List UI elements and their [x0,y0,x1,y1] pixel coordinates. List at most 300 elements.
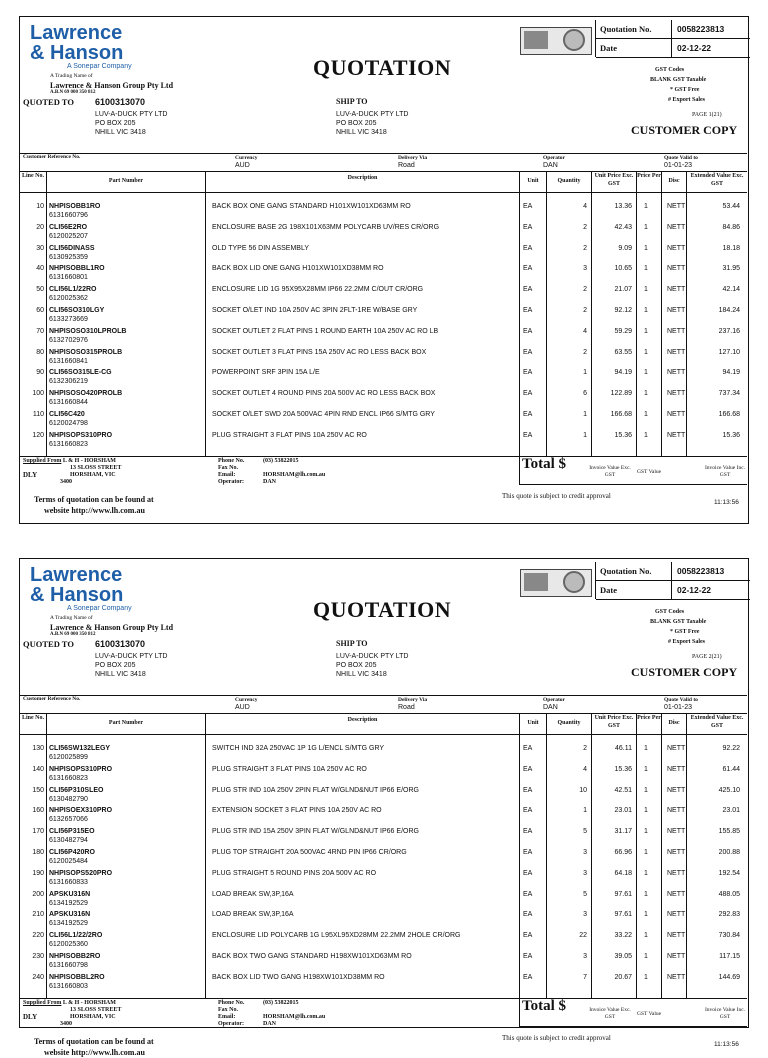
line-no: 50 [36,286,44,294]
price-per: 1 [644,390,648,398]
col-unit: Unit [527,720,539,726]
quantity: 5 [583,890,587,898]
line-item-row [20,369,747,390]
unit-price: 46.11 [615,745,632,752]
quantity: 7 [583,973,587,981]
description: BACK BOX TWO GANG STANDARD H198XW101XD63MM RO [212,953,412,960]
abn: A.B.N 69 000 350 812 [50,632,96,637]
quantity: 3 [583,869,587,877]
product-code: 6131660823 [49,774,88,782]
price-per: 1 [644,932,648,940]
customer-copy-label: CUSTOMER COPY [631,665,738,679]
gst-codes [650,65,706,105]
trading-name-label: A Trading Name of [50,615,93,621]
unit-price: 10.65 [614,265,632,273]
discount: NETT [667,265,686,273]
supplied-from: Supplied From L & H - HORSHAM [23,1000,116,1006]
description: SWITCH IND 32A 250VAC 1P 1G L/ENCL S/MTG GRY [212,745,385,752]
line-item-row [20,245,747,266]
col-unit: Unit [527,178,539,184]
quantity: 1 [583,369,587,377]
part-number: CLI56P315EO [49,828,95,836]
address-line: LUV-A-DUCK PTY LTD [336,111,409,118]
part-number: CLI56C420 [49,411,85,418]
quantity: 4 [583,327,587,335]
page-number: PAGE 1(21) [692,112,722,118]
line-no: 90 [36,369,44,377]
line-no: 190 [32,869,44,877]
line-no: 170 [32,828,44,836]
quotation-page-2 [19,558,749,1057]
unit: EA [523,973,533,981]
discount: NETT [667,869,686,877]
quantity: 2 [583,244,587,252]
discount: NETT [667,327,686,335]
product-code: 6133273669 [49,316,88,323]
col-extended-value: Extended Value Exc. GST [690,715,744,729]
col-description: Description [347,175,378,181]
unit: EA [523,411,533,418]
line-no: 210 [32,911,44,919]
unit: EA [523,745,533,752]
part-number: CLI56P310SLEO [49,786,104,794]
unit: EA [523,765,533,773]
discount: NETT [667,890,686,898]
address-line: PO BOX 205 [95,662,136,669]
price-per: 1 [644,765,648,773]
unit: EA [523,223,533,231]
terms-link[interactable]: website http://www.lh.com.au [44,506,145,515]
description: PLUG STRAIGHT 5 ROUND PINS 20A 500V AC RO [212,869,377,877]
part-number: NHPISOPS310PRO [49,431,113,439]
part-number: NHPISOSO310LPROLB [49,327,127,335]
product-code: 6134192529 [49,899,88,907]
extended-value: 23.01 [722,807,740,815]
quantity: 4 [583,203,587,210]
description: EXTENSION SOCKET 3 FLAT PINS 10A 250V AC RO [212,807,382,815]
address-line: LUV-A-DUCK PTY LTD [336,653,409,660]
description: SOCKET OUTLET 4 ROUND PINS 20A 500V AC RO LESS BACK BOX [212,390,436,398]
contact-labels: Phone No. Fax No. Email: Operator: [218,1000,245,1027]
line-item-row [20,390,747,411]
quotation-no-label: Quotation No. [600,24,652,34]
product-code: 6132306219 [49,378,88,386]
price-per: 1 [644,973,648,981]
description: PLUG TOP STRAIGHT 20A 500VAC 4RND PIN IP66 CR/ORG [212,849,407,856]
discount: NETT [667,369,686,377]
line-item-row [20,745,747,766]
line-item-row [20,807,747,828]
document-title: QUOTATION [313,597,452,622]
gst-code-blank: BLANK GST Taxable [650,619,707,625]
unit-price: 13.36 [614,203,632,210]
quantity: 3 [583,849,587,856]
print-time: 11:13:56 [714,499,739,506]
unit: EA [523,849,533,856]
description: SOCKET OUTLET 2 FLAT PINS 1 ROUND EARTH 10A 250V AC RO LB [212,327,439,335]
price-per: 1 [644,307,648,314]
address-line: PO BOX 205 [336,120,377,127]
unit: EA [523,348,533,356]
product-code: 6130482794 [49,837,88,845]
price-per: 1 [644,869,648,877]
description: BACK BOX LID ONE GANG H101XW101XD38MM RO [212,265,384,273]
line-no: 80 [36,348,44,356]
gst-code-free: * GST Free [670,629,700,635]
product-code: 6120025360 [49,941,88,949]
product-code: 6130482790 [49,795,88,803]
unit-price: 42.43 [614,223,632,231]
description: BACK BOX ONE GANG STANDARD H101XW101XD63MM RO [212,203,411,210]
extended-value: 425.10 [718,786,740,794]
unit-price: 33.22 [614,932,632,940]
supplier-postcode: 3400 [60,479,72,485]
part-number: CLI56L1/22RO [49,286,97,294]
quantity: 4 [583,765,587,773]
discount: NETT [667,203,686,210]
part-number: NHPISOSO420PROLB [49,390,123,398]
address-line: LUV-A-DUCK PTY LTD [95,111,168,118]
price-per: 1 [644,369,648,377]
description: PLUG STR IND 15A 250V 3PIN FLAT W/GLND&NUT IP66 E/ORG [212,828,419,836]
product-code: 6131660796 [49,212,88,219]
line-no: 230 [32,953,44,960]
extended-value: 184.24 [718,307,740,314]
price-per: 1 [644,807,648,815]
unit: EA [523,890,533,898]
ship-to-address [336,110,408,137]
part-number: APSKU316N [49,890,91,898]
line-no: 130 [32,745,44,752]
unit: EA [523,307,533,314]
price-per: 1 [644,223,648,231]
price-per: 1 [644,244,648,252]
unit-price: 39.05 [614,953,632,960]
address-line: PO BOX 205 [95,120,136,127]
line-no: 60 [36,307,44,314]
unit: EA [523,327,533,335]
date: 02-12-22 [677,43,712,53]
abn: A.B.N 69 000 350 812 [50,90,96,95]
quoted-to-label: QUOTED TO [23,639,74,649]
dly: DLY [23,1013,38,1021]
line-item-row [20,974,747,995]
supplier-city: HORSHAM, VIC [70,472,116,478]
price-per: 1 [644,911,648,919]
quoted-to-address [95,110,167,137]
extended-value: 155.85 [718,828,740,836]
contact-labels: Phone No. Fax No. Email: Operator: [218,458,245,485]
unit: EA [523,932,533,940]
part-number: NHPISOBB1RO [49,203,101,210]
customer-ref-label: Customer Reference No. [23,154,81,160]
logo-subtitle: A Sonepar Company [67,605,132,612]
price-per: 1 [644,348,648,356]
product-code: 6120025362 [49,295,88,303]
price-per: 1 [644,745,648,752]
line-item-row [20,203,747,224]
part-number: NHPISOBB2RO [49,953,101,960]
discount: NETT [667,411,686,418]
unit: EA [523,828,533,836]
col-description: Description [347,717,378,723]
gst-codes [650,607,706,647]
part-number: APSKU316N [49,911,91,919]
extended-value: 15.36 [722,431,740,439]
part-number: CLI56E2RO [49,223,88,231]
quantity: 1 [583,807,587,815]
line-item-row [20,432,747,453]
product-code: 6120025484 [49,858,88,865]
product-code: 6131660798 [49,962,88,969]
address-line: LUV-A-DUCK PTY LTD [95,653,168,660]
price-per: 1 [644,327,648,335]
col-unit-price: Unit Price Exc. GST [594,173,634,187]
delivery: Delivery Via Road [398,697,428,711]
print-time: 11:13:56 [714,1041,739,1048]
extended-value: 61.44 [722,765,740,773]
line-no: 110 [32,411,44,418]
product-code: 6120025207 [49,232,88,240]
supplier-postcode: 3400 [60,1021,72,1027]
address-line: NHILL VIC 3418 [95,671,146,678]
col-extended-value: Extended Value Exc. GST [690,173,744,187]
date: 02-12-22 [677,585,712,595]
line-no: 140 [32,765,44,773]
part-number: CLI56SO315LE-CG [49,369,112,377]
extended-value: 488.05 [718,890,740,898]
total-label: Total $ [522,998,567,1014]
discount: NETT [667,953,686,960]
part-number: CLI56SW132LEGY [49,745,111,752]
description: SOCKET O/LET SWD 20A 500VAC 4PIN RND ENCL IP66 S/MTG GRY [212,411,435,418]
invoice-exc-gst: Invoice Value Exc. GST [589,1007,631,1020]
description: POWERPOINT SRF 3PIN 15A L/E [212,369,320,377]
price-per: 1 [644,203,648,210]
invoice-inc-gst: Invoice Value Inc. GST [704,465,746,478]
unit-price: 20.67 [614,973,632,981]
col-part: Part Number [108,178,144,184]
extended-value: 53.44 [722,203,740,210]
extended-value: 92.22 [722,745,740,752]
trading-name-label: A Trading Name of [50,73,93,79]
address-line: NHILL VIC 3418 [95,129,146,136]
part-number: NHPISOBBL1RO [49,265,105,273]
price-per: 1 [644,431,648,439]
quoted-to-address [95,652,167,679]
terms-link[interactable]: website http://www.lh.com.au [44,1048,145,1057]
unit-price: 21.07 [614,286,632,294]
quote-valid: Quote Valid to 01-01-23 [664,155,698,169]
price-per: 1 [644,286,648,294]
description: BACK BOX LID TWO GANG H198XW101XD38MM RO [212,973,385,981]
extended-value: 200.88 [718,849,740,856]
part-number: NHPISOPS520PRO [49,869,113,877]
quotation-no: 0058223813 [677,24,725,34]
discount: NETT [667,348,686,356]
description: ENCLOSURE BASE 2G 198X101X63MM POLYCARB UV/RES CR/ORG [212,223,440,231]
line-no: 220 [32,932,44,940]
line-item-row [20,911,747,932]
company-name: Lawrence & Hanson Group Pty Ltd [50,81,174,90]
product-code: 6131660841 [49,357,88,365]
line-item-row [20,849,747,870]
quantity: 1 [583,431,587,439]
terms: Terms of quotation can be found at website http://www.lh.com.au [34,495,154,515]
col-line: Line No. [21,173,44,179]
customer-copy-label: CUSTOMER COPY [631,123,738,137]
extended-value: 144.69 [718,973,740,981]
unit: EA [523,911,533,919]
discount: NETT [667,745,686,752]
date-label: Date [600,43,617,53]
col-unit-price: Unit Price Exc. GST [594,715,634,729]
part-number: NHPISOBBL2RO [49,973,105,981]
date-label: Date [600,585,617,595]
discount: NETT [667,932,686,940]
unit: EA [523,265,533,273]
discount: NETT [667,807,686,815]
extended-value: 192.54 [718,869,740,877]
logo-lawrence: Lawrence [30,564,123,586]
unit-price: 64.18 [614,869,632,877]
line-item-row [20,349,747,370]
unit: EA [523,807,533,815]
line-no: 10 [36,203,44,210]
quoted-to-label: QUOTED TO [23,97,74,107]
customer-ref-label: Customer Reference No. [23,696,81,702]
part-number: NHPISOSO315PROLB [49,348,123,356]
gst-code-export: # Export Sales [668,639,706,645]
line-item-row [20,787,747,808]
extended-value: 117.15 [719,953,740,960]
extended-value: 127.10 [718,348,740,356]
company-name: Lawrence & Hanson Group Pty Ltd [50,623,174,632]
unit: EA [523,431,533,439]
customer-code: 6100313070 [95,639,146,649]
ship-to-address [336,652,408,679]
logo-hanson: & Hanson [30,42,124,64]
gst-code-free: * GST Free [670,87,700,93]
line-item-row [20,870,747,891]
col-disc: Disc [668,720,680,726]
document-title: QUOTATION [313,55,452,80]
line-item-row [20,286,747,307]
ship-to-label: SHIP TO [336,639,368,648]
logo-hanson: & Hanson [30,584,124,606]
unit-price: 97.61 [614,890,632,898]
product-code: 6134192529 [49,920,88,928]
logo-lawrence: Lawrence [30,22,123,44]
product-code: 6131660844 [49,399,88,407]
discount: NETT [667,431,686,439]
description: PLUG STR IND 10A 250V 2PIN FLAT W/GLND&NUT IP66 E/ORG [212,786,419,794]
unit-price: 166.68 [610,411,632,418]
part-number: CLI56L1/22/2RO [49,932,103,940]
line-item-row [20,828,747,849]
delivery: Delivery Via Road [398,155,428,169]
terms: Terms of quotation can be found at website http://www.lh.com.au [34,1037,154,1057]
line-item-row [20,307,747,328]
customer-code: 6100313070 [95,97,146,107]
unit-price: 97.61 [614,911,632,919]
unit-price: 23.01 [614,807,632,815]
product-code: 6132702976 [49,336,88,344]
extended-value: 84.86 [722,223,740,231]
quantity: 2 [583,307,587,314]
certification-badge-icon [520,569,592,597]
contact-values: (03) 53822015 HORSHAM@lh.com.au DAN [263,1000,326,1027]
address-line: NHILL VIC 3418 [336,671,387,678]
price-per: 1 [644,828,648,836]
discount: NETT [667,911,686,919]
description: ENCLOSURE LID 1G 95X95X28MM IP66 22.2MM C/OUT CR/ORG [212,286,424,294]
quantity: 2 [583,286,587,294]
description: OLD TYPE 56 DIN ASSEMBLY [212,244,310,252]
unit-price: 94.19 [614,369,632,377]
unit-price: 92.12 [614,307,632,314]
part-number: NHPISOPS310PRO [49,765,113,773]
quotation-info-box [595,562,750,599]
product-code: 6131660803 [49,982,88,990]
discount: NETT [667,849,686,856]
line-item-row [20,953,747,974]
operator: Operator DAN [543,697,565,711]
description: LOAD BREAK SW,3P,16A [212,890,294,898]
address-line: NHILL VIC 3418 [336,129,387,136]
unit: EA [523,286,533,294]
line-no: 20 [36,223,44,231]
address-line: PO BOX 205 [336,662,377,669]
unit: EA [523,869,533,877]
extended-value: 166.68 [718,411,740,418]
unit-price: 42.51 [614,786,632,794]
description: LOAD BREAK SW,3P,16A [212,911,294,919]
gst-value: GST Value [637,469,662,475]
extended-value: 292.83 [718,911,740,919]
supplier-street: 13 SLOSS STREET [70,1007,122,1013]
col-quantity: Quantity [557,178,581,184]
unit-price: 59.29 [614,327,632,335]
part-number: CLI56P420RO [49,849,95,856]
extended-value: 18.18 [722,244,740,252]
product-code: 6130925359 [49,253,88,261]
contact-values: (03) 53822015 HORSHAM@lh.com.au DAN [263,458,326,485]
line-item-row [20,411,747,432]
price-per: 1 [644,786,648,794]
line-item-row [20,224,747,245]
quantity: 3 [583,265,587,273]
extended-value: 31.95 [722,265,740,273]
extended-value: 94.19 [722,369,740,377]
unit: EA [523,953,533,960]
unit-price: 122.89 [610,390,632,398]
ship-to-label: SHIP TO [336,97,368,106]
line-no: 70 [36,327,44,335]
line-no: 30 [36,244,44,252]
gst-codes-title: GST Codes [655,609,685,615]
quantity: 6 [583,390,587,398]
col-price-per: Price Per [637,173,661,179]
discount: NETT [667,223,686,231]
price-per: 1 [644,265,648,273]
quotation-page-1 [19,16,749,524]
unit: EA [523,203,533,210]
certification-badge-icon [520,27,592,55]
unit: EA [523,369,533,377]
extended-value: 42.14 [722,286,740,294]
price-per: 1 [644,849,648,856]
